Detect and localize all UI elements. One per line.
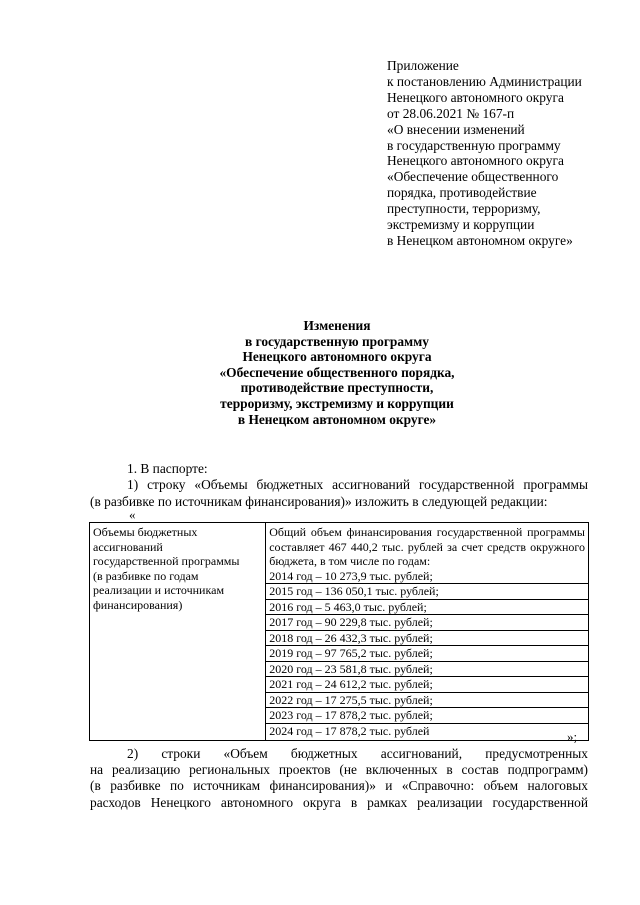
year-row: 2021 год – 24 612,2 тыс. рублей; — [266, 677, 588, 693]
appendix-line: «О внесении изменений — [387, 121, 525, 137]
appendix-line: от 28.06.2021 № 167-п — [387, 105, 515, 121]
table-value-cell — [266, 523, 589, 741]
appendix-line: экстремизму и коррупции — [387, 217, 535, 233]
quote-open: « — [129, 507, 136, 522]
year-row: 2018 год – 26 432,3 тыс. рублей; — [266, 631, 588, 647]
title-line: в государственную программу — [245, 333, 429, 349]
title-line: Ненецкого автономного округа — [242, 349, 432, 365]
year-row: 2019 год – 97 765,2 тыс. рублей; — [266, 646, 588, 662]
title-line: противодействие преступности, — [240, 380, 434, 396]
item2-line: 2) строки «Объем бюджетных ассигнований, предусмотренных — [127, 746, 588, 761]
year-row: 2017 год – 90 229,8 тыс. рублей; — [266, 615, 588, 631]
label-line: (в разбивке по годам — [93, 568, 199, 583]
appendix-line: к постановлению Администрации — [387, 73, 582, 89]
item2-line: расходов Ненецкого автономного округа в рамках реализации государственной — [90, 794, 588, 810]
budget-table — [89, 522, 589, 741]
appendix-line: Приложение — [387, 58, 459, 73]
appendix-line: в государственную программу — [387, 137, 561, 153]
appendix-line: «Обеспечение общественного — [387, 169, 559, 185]
label-line: ассигнований — [93, 539, 163, 554]
year-list — [269, 569, 585, 739]
appendix-line: Ненецкого автономного округа — [387, 153, 564, 169]
document-title — [90, 318, 584, 427]
item1-line: 1) строку «Объемы бюджетных ассигнований государственной программы — [127, 477, 588, 492]
table-label-cell — [90, 523, 266, 741]
year-row: 2015 год – 136 050,1 тыс. рублей; — [266, 584, 588, 600]
item2-line: на реализацию региональных проектов (не включенных в состав подпрограмм) — [90, 762, 588, 778]
title-line: Изменения — [303, 318, 371, 333]
year-row: 2016 год – 5 463,0 тыс. рублей; — [266, 600, 588, 616]
label-line: реализации и источникам — [93, 583, 225, 597]
section-heading: 1. В паспорте: — [127, 461, 208, 476]
item2-line: (в разбивке по источникам финансирования)» и «Справочно: объем налоговых — [90, 778, 588, 794]
year-row: 2020 год – 23 581,8 тыс. рублей; — [266, 662, 588, 678]
funding-intro: Общий объем финансирования государственной программы составляет 467 440,2 тыс. рублей за счет средств окружного бюджета, в том числе по годам: — [269, 525, 585, 568]
title-line: терроризму, экстремизму и коррупции — [220, 395, 454, 411]
label-line: государственной программы — [93, 554, 240, 568]
year-row: 2023 год – 17 878,2 тыс. рублей; — [266, 708, 588, 724]
appendix-line: Ненецкого автономного округа — [387, 89, 564, 105]
year-row: 2022 год – 17 275,5 тыс. рублей; — [266, 693, 588, 709]
item1-line: (в разбивке по источникам финансирования)» изложить в следующей редакции: — [90, 493, 548, 509]
label-line: Объемы бюджетных — [93, 525, 198, 539]
appendix-line: в Ненецком автономном округе» — [387, 232, 573, 248]
title-line: в Ненецком автономном округе» — [237, 411, 437, 427]
label-line: финансирования) — [93, 597, 183, 612]
quote-close: »; — [567, 729, 578, 744]
appendix-header — [387, 58, 627, 249]
appendix-line: преступности, терроризму, — [387, 201, 541, 217]
item1-paragraph — [90, 477, 588, 510]
year-row: 2024 год – 17 878,2 тыс. рублей — [269, 723, 430, 738]
appendix-line: порядка, противодействие — [387, 185, 537, 201]
title-line: «Обеспечение общественного порядка, — [219, 364, 455, 380]
year-row: 2014 год – 10 273,9 тыс. рублей; — [266, 569, 588, 585]
item2-paragraph — [90, 746, 588, 811]
